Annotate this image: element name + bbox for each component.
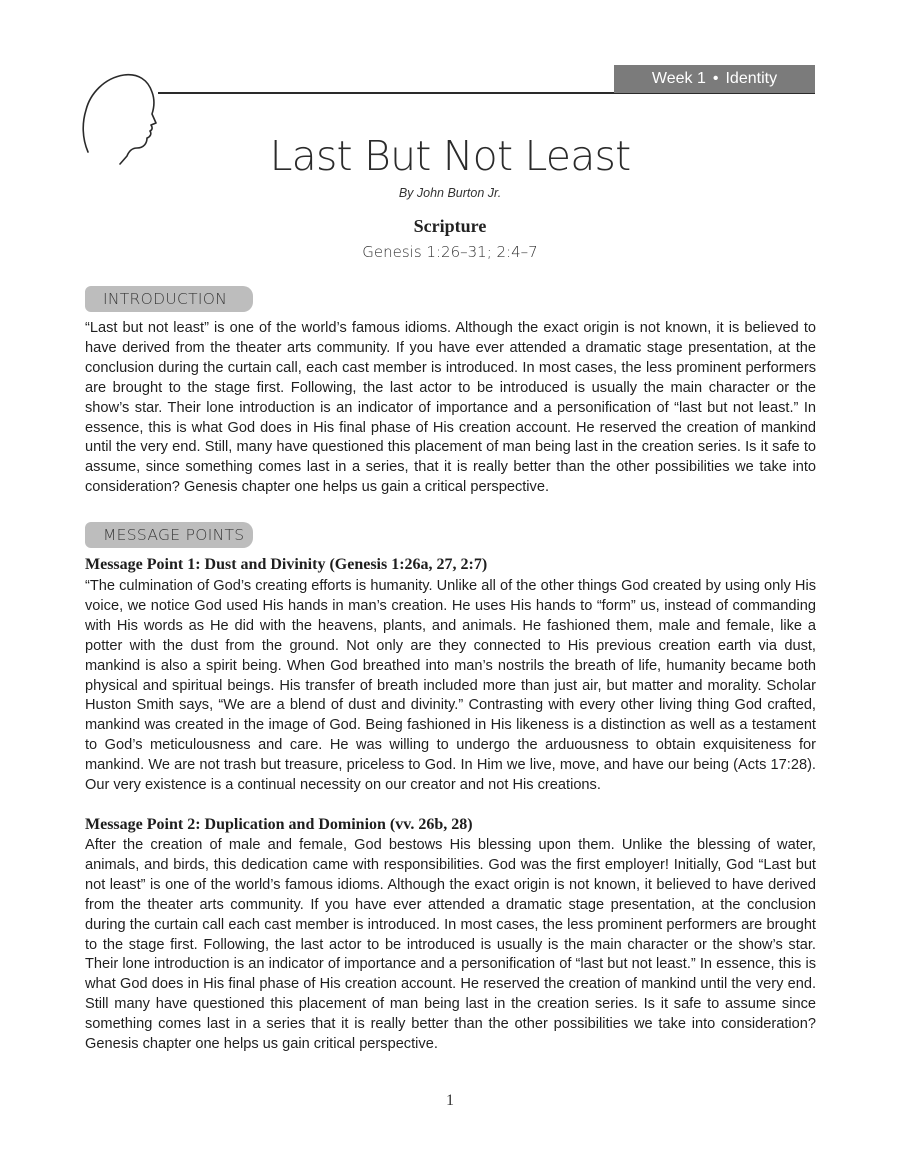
message-point-1-heading: Message Point 1: Dust and Divinity (Genesis 1:26a, 27, 2:7) [85,556,488,573]
page-number: 1 [446,1092,454,1109]
author-byline: By John Burton Jr. [398,186,502,200]
week-label: Week 1 [651,70,706,87]
message-point-2-paragraph: After the creation of male and female, God bestows His blessing upon them. Unlike the blessing of water, animals, and birds, this dedication came with responsibilities. God was the first employer! Initially, God “Last but not least” is one of the world’s famous idioms. Although the exact origin is not known, it believed to have derived from the theater arts community. If you have ever attended a dramatic stage presentation, at the conclusion during the curtain call each cast member is introduced. In most cases, the less prominent performers are brought to the stage first. Following, the last actor to be introduced is usually is the main character or the show’s star. Their lone introduction is an indicator of importance and a personification of “last but not least.” In essence, this is what God does in His final phase of His creation account. He reserved the creation of mankind until the very end. Still many have questioned this placement of man being last in the creation series. Is it safe to assume since something comes last in a series that it is really better than the other possibilities we take into consideration? Genesis chapter one helps us gain critical perspective. [85,837,816,1053]
week-topic-tab [614,65,815,93]
page-title: Last But Not Least [269,132,631,180]
topic-label: Identity [725,70,778,87]
message-point-1-paragraph: “The culmination of God’s creating efforts is humanity. Unlike all of the other things God created by using only His voice, we notice God used His hands in man’s creation. He uses His hands to “form” us, instead of commanding with His words as He did with the heavens, plants, and animals. He fashioned them, male and female, like a potter with the dust from the ground. Not only are they connected to His previous creation earth via dust, mankind is also a spirit being. When God breathed into man’s nostrils the breath of life, humanity became both physical and spiritual beings. His transfer of breath included more than just air, but matter and morality. Scholar Huston Smith says, “We are a blend of dust and divinity.” Contrasting with every other living thing God crafted, mankind was created in the image of God. Being fashioned in His likeness is a distinction as well as a testament to God’s meticulousness and care. He was willing to undergo the arduousness to obtain exquisiteness for mankind. We are not trash but treasure, priceless to God. In Him we live, move, and have our being (Acts 17:28). Our very existence is a continual necessity on our creator and not His creations. [85,578,816,794]
message-points-section-label: MESSAGE POINTS [85,522,253,548]
tab-separator: • [712,70,719,87]
introduction-section-label: INTRODUCTION [85,286,253,312]
scripture-reference: Genesis 1:26–31; 2:4–7 [362,243,538,261]
introduction-paragraph: “Last but not least” is one of the world’s famous idioms. Although the exact origin is not known, it is believed to have derived from the theater arts community. If you have ever attended a dramatic stage presentation, at the conclusion during the curtain call, each cast member is introduced. In most cases, the less prominent performers are brought to the stage first. Following, the last actor to be introduced is usually the main character or the show’s star. Their lone introduction is an indicator of importance and a personification of “last but not least.” In essence, this is what God does in His final phase of His creation account. He reserved the creation of mankind until the very end. Still, many have questioned this placement of man being last in the creation series. Is it safe to assume, since something comes last in a series, that it is really better than the other possibilities we take into consideration? Genesis chapter one helps us gain a critical perspective. [85,320,816,496]
message-point-2-heading: Message Point 2: Duplication and Dominion (vv. 26b, 28) [85,816,473,833]
scripture-heading: Scripture [413,216,487,236]
